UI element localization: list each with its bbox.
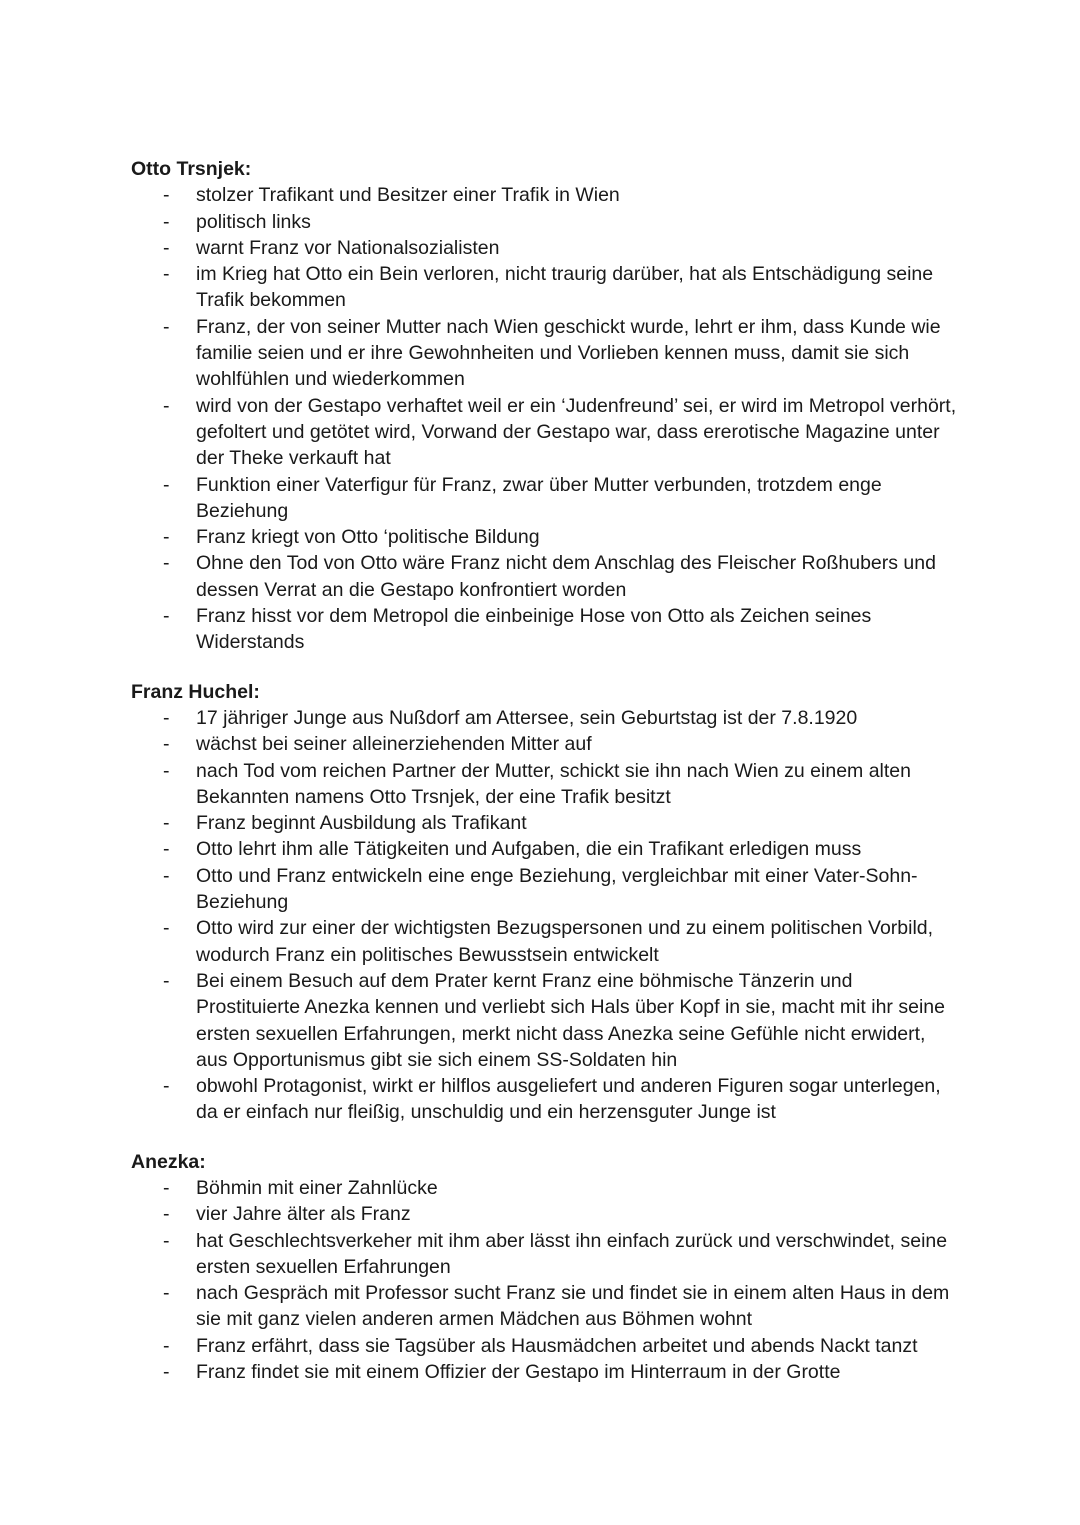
list-item: - nach Tod vom reichen Partner der Mutter, schickt sie ihn nach Wien zu einem alten Bekannten namens Otto Trsnjek, der eine Trafik besitzt [163,759,911,808]
list-item: - Franz hisst vor dem Metropol die einbeinige Hose von Otto als Zeichen seines Widerstands [163,605,872,654]
bullet-dash: - [163,706,170,729]
bullet-dash: - [163,733,170,756]
bullet-dash: - [163,526,170,549]
bullet-dash: - [163,473,170,496]
bullet-dash: - [163,917,170,940]
list-item: - stolzer Trafikant und Besitzer einer Trafik in Wien [131,182,961,208]
list-item: - Otto und Franz entwickeln eine enge Beziehung, vergleichbar mit einer Vater-Sohn-Beziehung [163,864,918,914]
section-franz-huchel [131,679,961,1126]
list-item: - politisch links [131,209,961,235]
list-item: - Franz beginnt Ausbildung als Trafikant [131,810,961,836]
list-item: - im Krieg hat Otto ein Bein verloren, nicht traurig darüber, hat als Entschädigung seine Trafik bekommen [163,263,934,312]
list-item: - nach Gespräch mit Professor sucht Franz sie und findet sie in einem alten Haus in dem sie mit ganz vielen anderen armen Mädchen aus Böhmen wohnt [163,1282,950,1331]
list-item: - hat Geschlechtsverkeher mit ihm aber lässt ihn einfach zurück und verschwindet, seine ersten sexuellen Erfahrungen [163,1229,948,1278]
bullet-dash: - [163,394,170,417]
bullet-dash: - [163,969,170,992]
list-item: - Bei einem Besuch auf dem Prater kernt Franz eine böhmische Tänzerin und Prostituierte Anezka kennen und verliebt sich Hals über Kopf in sie, macht mit ihr seine ersten sexuellen Erfahrungen, merkt nicht dass Anezka seine Gefühle nicht erwidert, aus Opportunismus gibt sie sich einem SS-Soldaten hin [163,969,945,1071]
list-item: - Franz erfährt, dass sie Tagsüber als Hausmädchen arbeitet und abends Nackt tanzt [131,1333,961,1359]
section-heading: Franz Huchel: [131,680,260,703]
list-item: - Franz kriegt von Otto ‘politische Bildung [131,524,961,550]
list-item: - vier Jahre älter als Franz [131,1201,961,1227]
bullet-dash: - [163,315,170,338]
bullet-dash: - [163,236,170,259]
bullet-dash: - [163,1361,170,1384]
bullet-dash: - [163,605,170,628]
document-page [131,156,961,1408]
bullet-dash: - [163,184,170,207]
bullet-dash: - [163,1176,170,1199]
bullet-dash: - [163,1203,170,1226]
list-item: - warnt Franz vor Nationalsozialisten [131,235,961,261]
section-otto-trsnjek [131,156,961,656]
bullet-dash: - [163,759,170,782]
list-item: - Otto wird zur einer der wichtigsten Bezugspersonen und zu einem politischen Vorbild, wodurch Franz ein politisches Bewusstsein entwickelt [163,917,934,966]
list-item: - Ohne den Tod von Otto wäre Franz nicht dem Anschlag des Fleischer Roßhubers und dessen Verrat an die Gestapo konfrontiert worden [163,552,936,601]
list-item: - Böhmin mit einer Zahnlücke [131,1175,961,1201]
section-heading: Otto Trsnjek: [131,158,252,180]
bullet-dash: - [163,838,170,861]
bullet-dash: - [163,1229,170,1252]
bullet-dash: - [163,263,170,286]
section-anezka [131,1149,961,1386]
list-item: - Franz, der von seiner Mutter nach Wien geschickt wurde, lehrt er ihm, dass Kunde wie familie seien und er ihre Gewohnheiten und Vorlieben kennen muss, damit sie sich wohlfühlen und wiederkommen [163,315,941,391]
list-item: - wird von der Gestapo verhaftet weil er ein ‘Judenfreund’ sei, er wird im Metropol verhört, gefoltert und getötet wird, Vorwand der Gestapo war, dass ererotische Magazine unter der Theke verkauft hat [163,394,957,470]
list-item: - 17 jähriger Junge aus Nußdorf am Attersee, sein Geburtstag ist der 7.8.1920 [131,705,961,731]
bullet-dash: - [163,1334,170,1357]
bullet-dash: - [163,552,170,575]
list-item: - Funktion einer Vaterfigur für Franz, zwar über Mutter verbunden, trotzdem enge Beziehung [163,473,882,522]
list-item: - Franz findet sie mit einem Offizier der Gestapo im Hinterraum in der Grotte [131,1359,961,1385]
section-heading: Anezka: [131,1150,206,1173]
bullet-dash: - [163,210,170,233]
bullet-dash: - [163,812,170,835]
bullet-dash: - [163,1075,170,1098]
bullet-list [131,1175,961,1385]
list-item: - wächst bei seiner alleinerziehenden Mitter auf [131,731,961,757]
list-item: - Otto lehrt ihm alle Tätigkeiten und Aufgaben, die ein Trafikant erledigen muss [131,836,961,862]
list-item: - obwohl Protagonist, wirkt er hilflos ausgeliefert und anderen Figuren sogar unterlegen, da er einfach nur fleißig, unschuldig und ein herzensguter Junge ist [163,1075,941,1124]
bullet-list [131,705,961,1126]
bullet-dash: - [163,864,170,887]
bullet-dash: - [163,1282,170,1305]
bullet-list [131,182,961,655]
